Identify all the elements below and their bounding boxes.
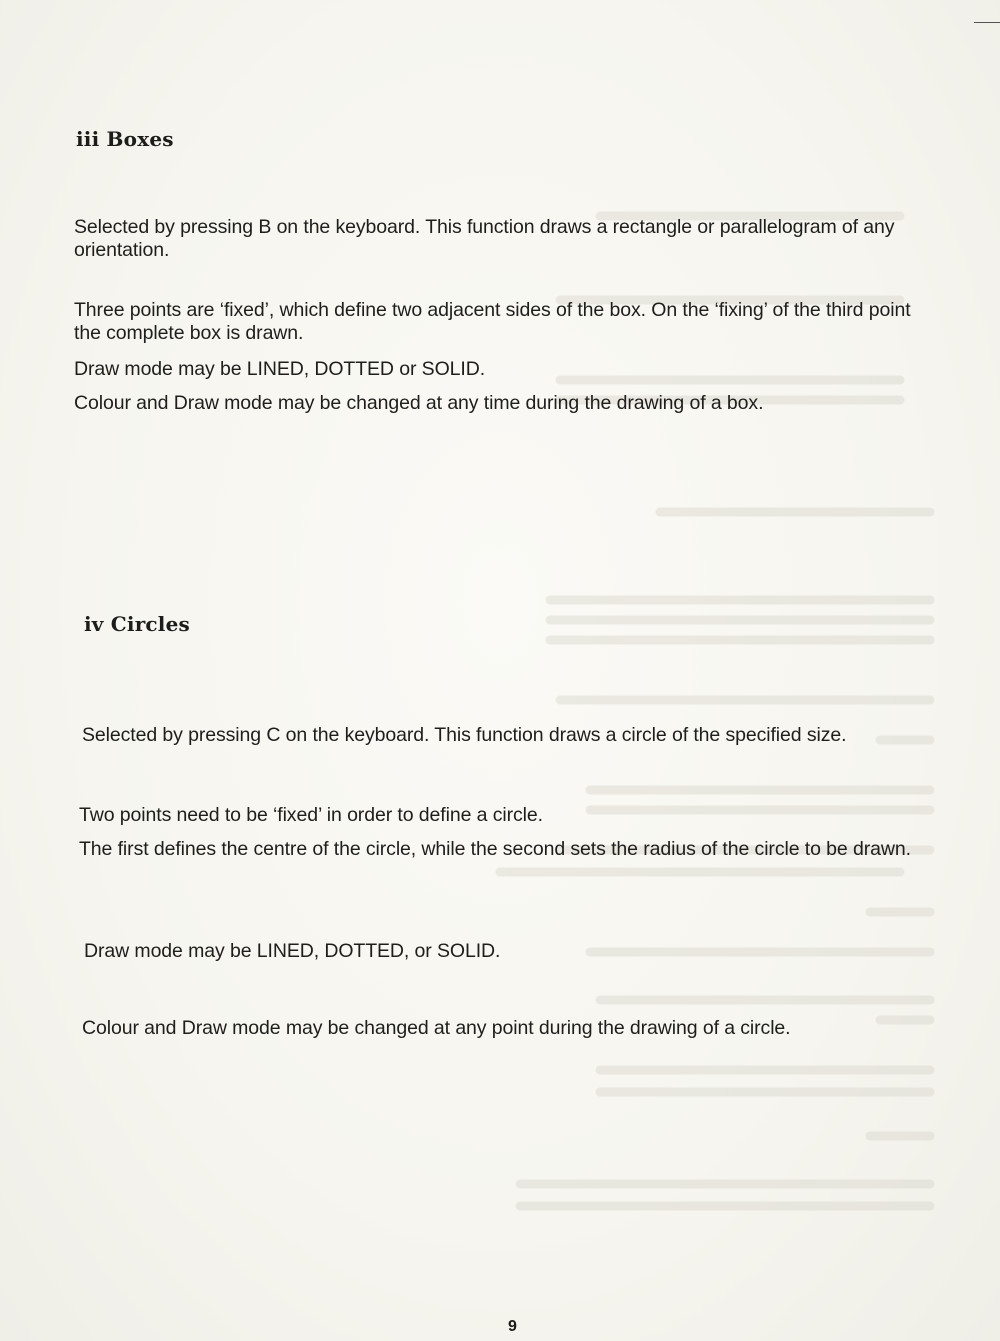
- boxes-paragraph-1: Selected by pressing B on the keyboard. This function draws a rectangle or parallelogram of any orientation.: [74, 216, 895, 261]
- boxes-paragraph-3: Draw mode may be LINED, DOTTED or SOLID.: [74, 358, 486, 380]
- boxes-paragraph-2: Three points are ‘fixed’, which define two adjacent sides of the box. On the ‘fixing’ of the third point the complete box is drawn.: [74, 299, 911, 344]
- section-heading-circles: iv Circles: [84, 612, 190, 636]
- edge-mark: [974, 22, 1000, 23]
- circles-paragraph-4: Draw mode may be LINED, DOTTED, or SOLID.: [84, 940, 501, 962]
- section-heading-boxes: iii Boxes: [76, 127, 174, 151]
- boxes-paragraph-4: Colour and Draw mode may be changed at any time during the drawing of a box.: [74, 392, 764, 414]
- circles-paragraph-2: Two points need to be ‘fixed’ in order to define a circle.: [79, 804, 543, 826]
- circles-paragraph-1: Selected by pressing C on the keyboard. This function draws a circle of the specified size.: [82, 724, 847, 746]
- circles-paragraph-5: Colour and Draw mode may be changed at any point during the drawing of a circle.: [82, 1017, 791, 1039]
- circles-paragraph-3: The first defines the centre of the circle, while the second sets the radius of the circle to be drawn.: [79, 838, 911, 860]
- page-number: 9: [508, 1318, 517, 1335]
